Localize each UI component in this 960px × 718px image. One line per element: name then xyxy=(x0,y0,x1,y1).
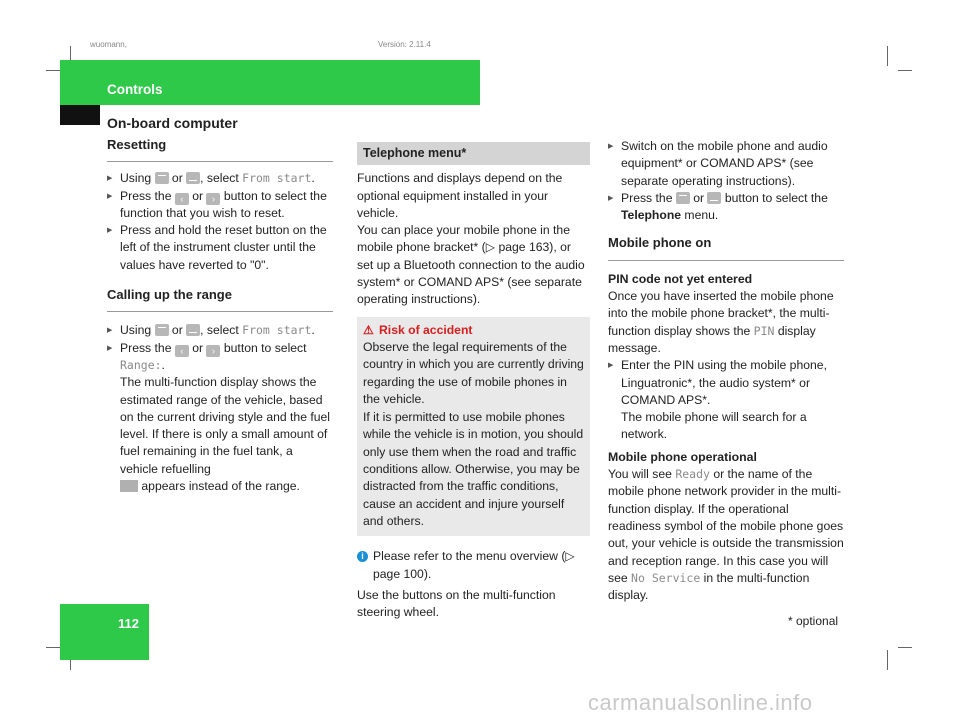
crop-mark xyxy=(46,647,60,648)
text: Enter the PIN using the mobile phone, Linguatronic*, the audio system* or COMAND APS*. xyxy=(621,358,827,407)
resetting-step-1 xyxy=(107,170,333,187)
display-message: Range: xyxy=(120,357,162,372)
text: Risk of accident xyxy=(379,322,473,337)
file-info-version: Version: 2.11.4 xyxy=(378,40,431,49)
text: Press the xyxy=(120,340,175,355)
text: button to select the function that you wish to reset. xyxy=(120,188,327,220)
text: or xyxy=(168,171,187,186)
display-message: No Service xyxy=(631,570,701,585)
text: or the name of the mobile phone network provider in the multi-function display. If the operational readiness symbol of the mobile phone goes out, your vehicle is outside the transmission and reception range. In this case you will see xyxy=(608,467,844,585)
text: . xyxy=(311,171,315,186)
text: . xyxy=(311,323,315,338)
text: Please refer to the menu overview (▷ page 100). xyxy=(373,549,575,581)
text: button to select xyxy=(220,340,307,355)
file-info-left: wuomann, xyxy=(90,40,127,49)
text: Using xyxy=(120,323,155,338)
page-subtitle: On-board computer xyxy=(107,115,238,131)
display-message: PIN xyxy=(753,323,775,338)
text: Press the xyxy=(120,188,175,203)
text: Using xyxy=(120,171,155,186)
page-number-block xyxy=(60,604,149,660)
column-right xyxy=(608,138,844,604)
left-button-icon: ‹ xyxy=(175,193,189,205)
text: or xyxy=(689,190,708,205)
footnote: * optional xyxy=(788,614,839,628)
resetting-heading: Resetting xyxy=(107,136,333,162)
right-button-icon: › xyxy=(206,193,220,205)
right-button-icon: › xyxy=(206,345,220,357)
info-note xyxy=(357,548,590,583)
text: Telephone xyxy=(621,208,682,223)
fuel-pump-icon xyxy=(120,480,138,492)
left-button-icon: ‹ xyxy=(175,345,189,357)
range-description: The multi-function display shows the estimated range of the vehicle, based on the current driving style and the fuel level. If there is only a small amount of fuel remaining in the fuel tank, a vehicle refuelling xyxy=(120,375,331,476)
mobile-phone-on-heading: Mobile phone on xyxy=(608,234,844,260)
page-number: 112 xyxy=(118,616,139,631)
setup-step-1: ▶ Switch on the mobile phone and audio equipment* or COMAND APS* (see separate operating instructions). xyxy=(608,138,844,190)
up-button-icon xyxy=(676,192,690,204)
section-bar xyxy=(60,60,480,105)
crop-mark xyxy=(887,650,888,670)
range-step-1 xyxy=(107,322,333,339)
text: , select xyxy=(200,323,243,338)
text: . xyxy=(161,357,165,372)
text: You will see xyxy=(608,467,676,482)
paragraph xyxy=(608,288,844,357)
range-heading: Calling up the range xyxy=(107,286,333,312)
warning-title xyxy=(363,322,584,339)
text: appears instead of the range. xyxy=(138,479,300,494)
text: or xyxy=(188,188,207,203)
telephone-menu-heading: Telephone menu* xyxy=(357,142,590,165)
text: The mobile phone will search for a network. xyxy=(621,410,807,442)
paragraph: You can place your mobile phone in the mobile phone bracket* (▷ page 163), or set up a Bluetooth connection to the audio system* or COMAND APS* (see separate operating instructions). xyxy=(357,223,585,307)
crop-mark xyxy=(898,70,912,71)
crop-mark xyxy=(887,46,888,66)
column-left xyxy=(107,136,333,495)
pin-step xyxy=(608,357,844,443)
text: Once you have inserted the mobile phone into the mobile phone bracket*, the multi-function display shows the xyxy=(608,289,834,338)
up-button-icon xyxy=(155,324,169,336)
setup-step-2 xyxy=(608,190,844,225)
header-black-tab xyxy=(60,105,100,125)
text: menu. xyxy=(681,208,719,223)
paragraph: Use the buttons on the multi-function steering wheel. xyxy=(357,587,556,620)
text: button to select the xyxy=(721,190,828,205)
warning-box xyxy=(357,317,590,537)
resetting-step-3: ▶ Press and hold the reset button on the left of the instrument cluster until the values have reverted to "0". xyxy=(107,222,333,274)
paragraph xyxy=(608,466,844,604)
pin-heading: PIN code not yet entered xyxy=(608,271,753,286)
warning-triangle-icon: ⚠ xyxy=(363,322,374,337)
warning-paragraph: Observe the legal requirements of the country in which you are currently driving regarding the use of mobile phones in the vehicle. xyxy=(363,339,584,406)
text: display message. xyxy=(608,323,816,355)
text: or xyxy=(188,340,207,355)
column-middle xyxy=(357,142,590,621)
range-step-2 xyxy=(107,340,333,496)
text: or xyxy=(168,323,187,338)
crop-mark xyxy=(898,647,912,648)
display-message: Ready xyxy=(675,467,710,482)
down-button-icon xyxy=(707,192,721,204)
down-button-icon xyxy=(186,324,200,336)
down-button-icon xyxy=(186,172,200,184)
display-message: From start xyxy=(242,171,312,186)
display-message: From start xyxy=(242,323,312,338)
watermark: carmanualsonline.info xyxy=(588,690,813,715)
paragraph: Functions and displays depend on the optional equipment installed in your vehicle. xyxy=(357,171,563,220)
operational-heading: Mobile phone operational xyxy=(608,449,757,464)
warning-paragraph: If it is permitted to use mobile phones while the vehicle is in motion, you should only use them when the road and traffic conditions allow. Otherwise, you may be distracted from the traffic conditions, cause an accident and injure yourself and others. xyxy=(363,410,584,528)
text: , select xyxy=(200,171,243,186)
info-icon: i xyxy=(357,551,368,562)
section-title: Controls xyxy=(107,82,163,97)
text: in the multi-function display. xyxy=(608,570,810,603)
text: Press the xyxy=(621,190,676,205)
resetting-step-2 xyxy=(107,188,333,223)
up-button-icon xyxy=(155,172,169,184)
crop-mark xyxy=(46,70,60,71)
